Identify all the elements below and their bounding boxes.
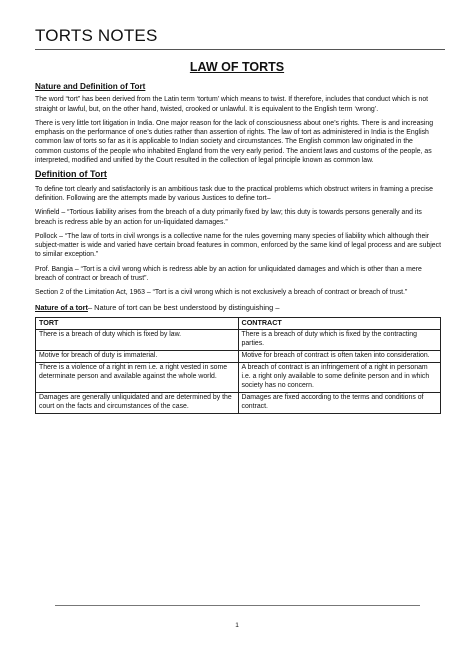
page-title: LAW OF TORTS: [189, 60, 285, 74]
table-row: [36, 329, 441, 350]
table-cell: There is a breach of duty which is fixed by the contracting parties.: [238, 329, 441, 350]
table-header-row: [36, 317, 441, 329]
limitation-act-definition: Section 2 of the Limitation Act, 1963 – “Tort is a civil wrong which is not exclusively a breach of contract or breach of trust.”: [35, 289, 408, 297]
nature-of-tort-line: [35, 303, 441, 312]
section-heading-definition: Definition of Tort: [35, 169, 107, 180]
column-header-contract: CONTRACT: [238, 317, 441, 329]
table-row: [36, 350, 441, 362]
table-cell: Damages are fixed according to the terms and conditions of contract.: [238, 392, 441, 413]
nature-of-tort-label: Nature of a tort: [35, 302, 88, 312]
table-cell: Motive for breach of contract is often taken into consideration.: [238, 350, 441, 362]
bangia-definition: Prof. Bangia – “Tort is a civil wrong which is redress able by an action for unliquidated damages and which is other than a mere breach of contract or breach of trust”.: [35, 265, 422, 283]
page-number: 1: [235, 622, 239, 629]
footer-divider: [55, 605, 420, 606]
column-header-tort: TORT: [36, 317, 239, 329]
pollock-definition: Pollock – “The law of torts in civil wrongs is a collective name for the rules governing many species of liability which although their subject-matter is wide and varied have certain broad features in common, enforced by the same kind of legal process and are subject to similar exception.”: [35, 232, 441, 259]
nature-of-tort-text: – Nature of tort can be best understood by distinguishing –: [87, 302, 280, 312]
paragraph: There is very little tort litigation in India. One major reason for the lack of consciousness about one’s rights. There is and increasing emphasis on the performance of one’s duties rather than assertion of rights. The law of tort as administered in India is the English common law of torts so far as it is applicable to Indian society and circumstances. The English common law originated in the common customs of the people who inhabited England from the very early period. The ancient laws and customs of the people, as interpreted, modified and unified by the Court resulted in the collection of legal principle known as common law.: [35, 119, 434, 165]
header-divider: [35, 49, 445, 50]
header-title: TORTS NOTES: [35, 26, 158, 45]
section-heading-nature-definition: Nature and Definition of Tort: [35, 82, 146, 91]
paragraph: The word “tort” has been derived from the Latin term ‘tortum’ which means to twist. If therefore, includes that conduct which is not straight or lawful, but, on the other hand, twisted, crooked or unlawful. It is equivalent to the English term ‘wrong’.: [35, 96, 429, 113]
paragraph: To define tort clearly and satisfactorily is an ambitious task due to the practical problems which obstruct writers in framing a precise definition. Following are the attempts made by various Justices to define tort–: [35, 185, 433, 202]
table-cell: Motive for breach of duty is immaterial.: [36, 350, 239, 362]
tort-vs-contract-table: [35, 317, 441, 414]
table-cell: Damages are generally unliquidated and are determined by the court on the facts and circumstances of the case.: [36, 392, 239, 413]
table-row: [36, 362, 441, 392]
table-row: [36, 392, 441, 413]
table-cell: There is a breach of duty which is fixed by law.: [36, 329, 239, 350]
table-cell: A breach of contract is an infringement of a right in personam i.e. a right only available to some definite person and in which society has no concern.: [238, 362, 441, 392]
document-body: [35, 82, 441, 414]
table-cell: There is a violence of a right in rem i.e. a right vested in some determinate person and available against the whole world.: [36, 362, 239, 392]
winfield-definition: Winfield – “Tortious liability arises from the breach of a duty primarily fixed by law; this duty is towards persons generally and its breach is redress able by an action for un-liquidated damages.”: [35, 209, 422, 226]
